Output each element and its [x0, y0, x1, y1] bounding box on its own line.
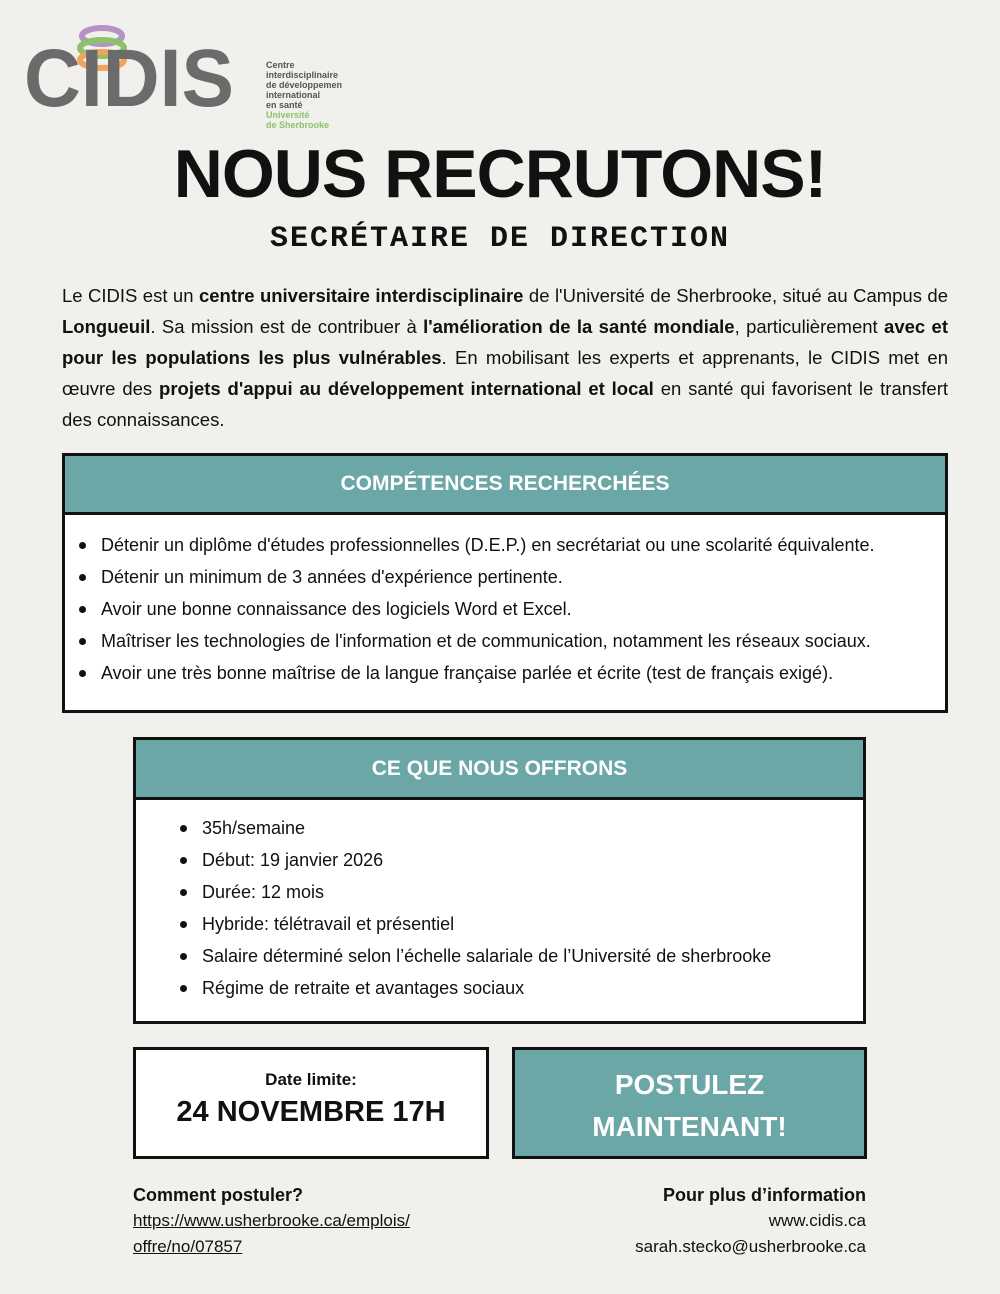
job-title: SECRÉTAIRE DE DIRECTION: [269, 222, 731, 256]
apply-button-line: MAINTENANT!: [592, 1111, 787, 1142]
competence-item: Avoir une bonne connaissance des logiciels Word et Excel.: [101, 593, 945, 625]
apply-button-line: POSTULEZ: [614, 1069, 765, 1100]
offer-item: 35h/semaine: [202, 812, 863, 844]
offer-item: Hybride: télétravail et présentiel: [202, 908, 863, 940]
offer-item: Durée: 12 mois: [202, 876, 863, 908]
offer-title: CE QUE NOUS OFFRONS: [136, 740, 863, 800]
offer-item: Régime de retraite et avantages sociaux: [202, 972, 863, 1004]
offer-list: [136, 800, 863, 1004]
logo-brand-text: CIDIS: [24, 33, 234, 115]
intro-highlight: Longueuil: [62, 316, 151, 337]
intro-text: Le CIDIS est un: [62, 285, 199, 306]
logo-line: en santé: [266, 100, 303, 110]
job-offer-link[interactable]: [133, 1211, 410, 1256]
competences-list: [65, 515, 945, 689]
competences-box: [62, 453, 948, 713]
intro-text: . En mobilisant les experts et apprenants, le CIDIS met en œuvre des: [62, 347, 948, 399]
intro-text: , particulièrement: [734, 316, 885, 337]
job-offer-link-line: https://www.usherbrooke.ca/emplois/: [133, 1211, 410, 1230]
page-headline: NOUS RECRUTONS!: [173, 136, 827, 212]
apply-now-button[interactable]: [512, 1047, 867, 1159]
logo-line: international: [266, 90, 321, 100]
offer-box: [133, 737, 866, 1024]
contact-email[interactable]: sarah.stecko@usherbrooke.ca: [635, 1237, 866, 1256]
intro-highlight: centre universitaire interdisciplinaire: [198, 285, 524, 306]
deadline-label: Date limite:: [265, 1070, 357, 1089]
how-to-apply-title: Comment postuler?: [133, 1185, 304, 1205]
competence-item: Détenir un minimum de 3 années d'expérience pertinente.: [101, 561, 945, 593]
logo-line: Centre: [266, 60, 295, 70]
cidis-logo-mark: [24, 20, 239, 115]
job-offer-link-line: offre/no/07857: [133, 1237, 243, 1256]
deadline-value: 24 NOVEMBRE 17H: [176, 1096, 446, 1128]
competence-item: Avoir une très bonne maîtrise de la langue française parlée et écrite (test de français exigé).: [101, 657, 945, 689]
logo-university-line: Université: [266, 110, 310, 120]
intro-highlight: l'amélioration de la santé mondiale: [423, 316, 735, 337]
deadline-box: [133, 1047, 489, 1159]
competence-item: Maîtriser les technologies de l'information et de communication, notamment les réseaux sociaux.: [101, 625, 945, 657]
intro-highlight: projets d'appui au développement international et local: [159, 378, 654, 399]
logo-organization-name: [266, 60, 342, 130]
how-to-apply: [133, 1182, 513, 1260]
logo-university-line: de Sherbrooke: [266, 120, 330, 130]
intro-highlight: avec et pour les populations les plus vulnérables: [62, 316, 948, 368]
website-link[interactable]: www.cidis.ca: [768, 1211, 866, 1230]
logo-line: de développemen: [266, 80, 343, 90]
intro-text: . Sa mission est de contribuer à: [150, 316, 424, 337]
intro-paragraph: [62, 280, 948, 435]
offer-item: Début: 19 janvier 2026: [202, 844, 863, 876]
competence-item: Détenir un diplôme d'études professionnelles (D.E.P.) en secrétariat ou une scolarité équivalente.: [101, 529, 945, 561]
more-info: [486, 1182, 866, 1260]
logo-line: interdisciplinaire: [266, 70, 339, 80]
offer-item: Salaire déterminé selon l’échelle salariale de l’Université de sherbrooke: [202, 940, 863, 972]
intro-text: de l'Université de Sherbrooke, situé au Campus de: [523, 285, 948, 306]
cidis-logo: [24, 20, 344, 130]
intro-text: en santé qui favorisent le transfert des connaissances.: [62, 378, 949, 430]
competences-title: COMPÉTENCES RECHERCHÉES: [65, 456, 945, 515]
more-info-title: Pour plus d’information: [663, 1185, 866, 1205]
